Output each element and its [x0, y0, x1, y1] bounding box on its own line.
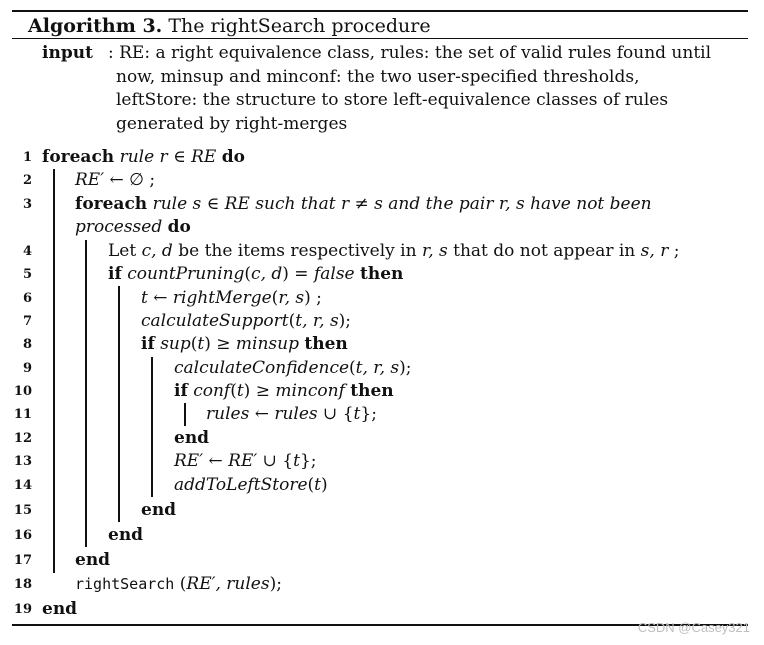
line-number: 6	[22, 291, 32, 306]
line-text: if sup(t) ≥ minsup then	[141, 334, 348, 354]
line-number: 1	[22, 150, 32, 165]
line-text: Let c, d be the items respectively in r, s that do not appear in s, r ;	[108, 241, 680, 261]
foreach-s-block-bar	[85, 240, 87, 547]
line-text: calculateConfidence(t, r, s);	[174, 358, 412, 378]
line-text: end	[174, 428, 210, 448]
line-text: t ← rightMerge(r, s) ;	[141, 288, 322, 308]
top-rule	[12, 10, 748, 12]
watermark-text: CSDN @Casey321	[637, 620, 750, 635]
input-keyword: input	[42, 43, 93, 63]
line-text: foreach rule r ∈ RE do	[42, 147, 245, 167]
line-number: 8	[22, 337, 32, 352]
line-number: 19	[13, 602, 32, 617]
line-text: end	[75, 550, 111, 570]
input-line-2: now, minsup and minconf: the two user-specified thresholds,	[116, 66, 640, 87]
line-number: 17	[13, 553, 32, 568]
line-number: 7	[22, 314, 32, 329]
line-number: 18	[13, 577, 32, 592]
line-number: 13	[13, 454, 32, 469]
line-text: if conf(t) ≥ minconf then	[174, 381, 394, 401]
if-pruning-block-bar	[118, 286, 120, 522]
line-text: RE′ ← ∅ ;	[75, 170, 156, 190]
line-text: calculateSupport(t, r, s);	[141, 311, 352, 331]
line-text: end	[42, 599, 78, 619]
line-number: 10	[13, 384, 32, 399]
line-text: rules ← rules ∪ {t};	[206, 404, 377, 424]
algorithm-label: Algorithm 3.	[28, 15, 163, 37]
line-text: end	[108, 525, 144, 545]
foreach-r-block-bar	[53, 169, 55, 573]
input-line-3: leftStore: the structure to store left-equivalence classes of rules	[116, 90, 669, 110]
line-number: 16	[13, 528, 32, 543]
line-text: processed do	[75, 217, 191, 237]
algorithm-caption	[28, 14, 431, 38]
input-line-1: : RE: a right equivalence class, rules: the set of valid rules found until	[108, 43, 712, 63]
line-text: rightSearch (RE′, rules);	[75, 574, 282, 594]
line-text: foreach rule s ∈ RE such that r ≠ s and the pair r, s have not been	[75, 194, 652, 214]
line-text: RE′ ← RE′ ∪ {t};	[174, 451, 317, 471]
line-number: 3	[22, 197, 32, 212]
line-number: 12	[13, 431, 32, 446]
line-number: 4	[22, 244, 32, 259]
if-conf-block-bar	[184, 403, 186, 426]
line-text: if countPruning(c, d) = false then	[108, 264, 404, 284]
line-number: 11	[13, 407, 32, 422]
line-number: 2	[22, 173, 32, 188]
line-text: addToLeftStore(t)	[174, 475, 328, 495]
line-number: 14	[13, 478, 32, 493]
input-line-4: generated by right-merges	[116, 113, 348, 134]
caption-rule	[12, 38, 748, 39]
line-number: 15	[13, 503, 32, 518]
line-number: 5	[22, 267, 32, 282]
line-text: end	[141, 500, 177, 520]
algorithm-title: The rightSearch procedure	[168, 15, 431, 37]
if-sup-block-bar	[151, 357, 153, 497]
line-number: 9	[22, 361, 32, 376]
